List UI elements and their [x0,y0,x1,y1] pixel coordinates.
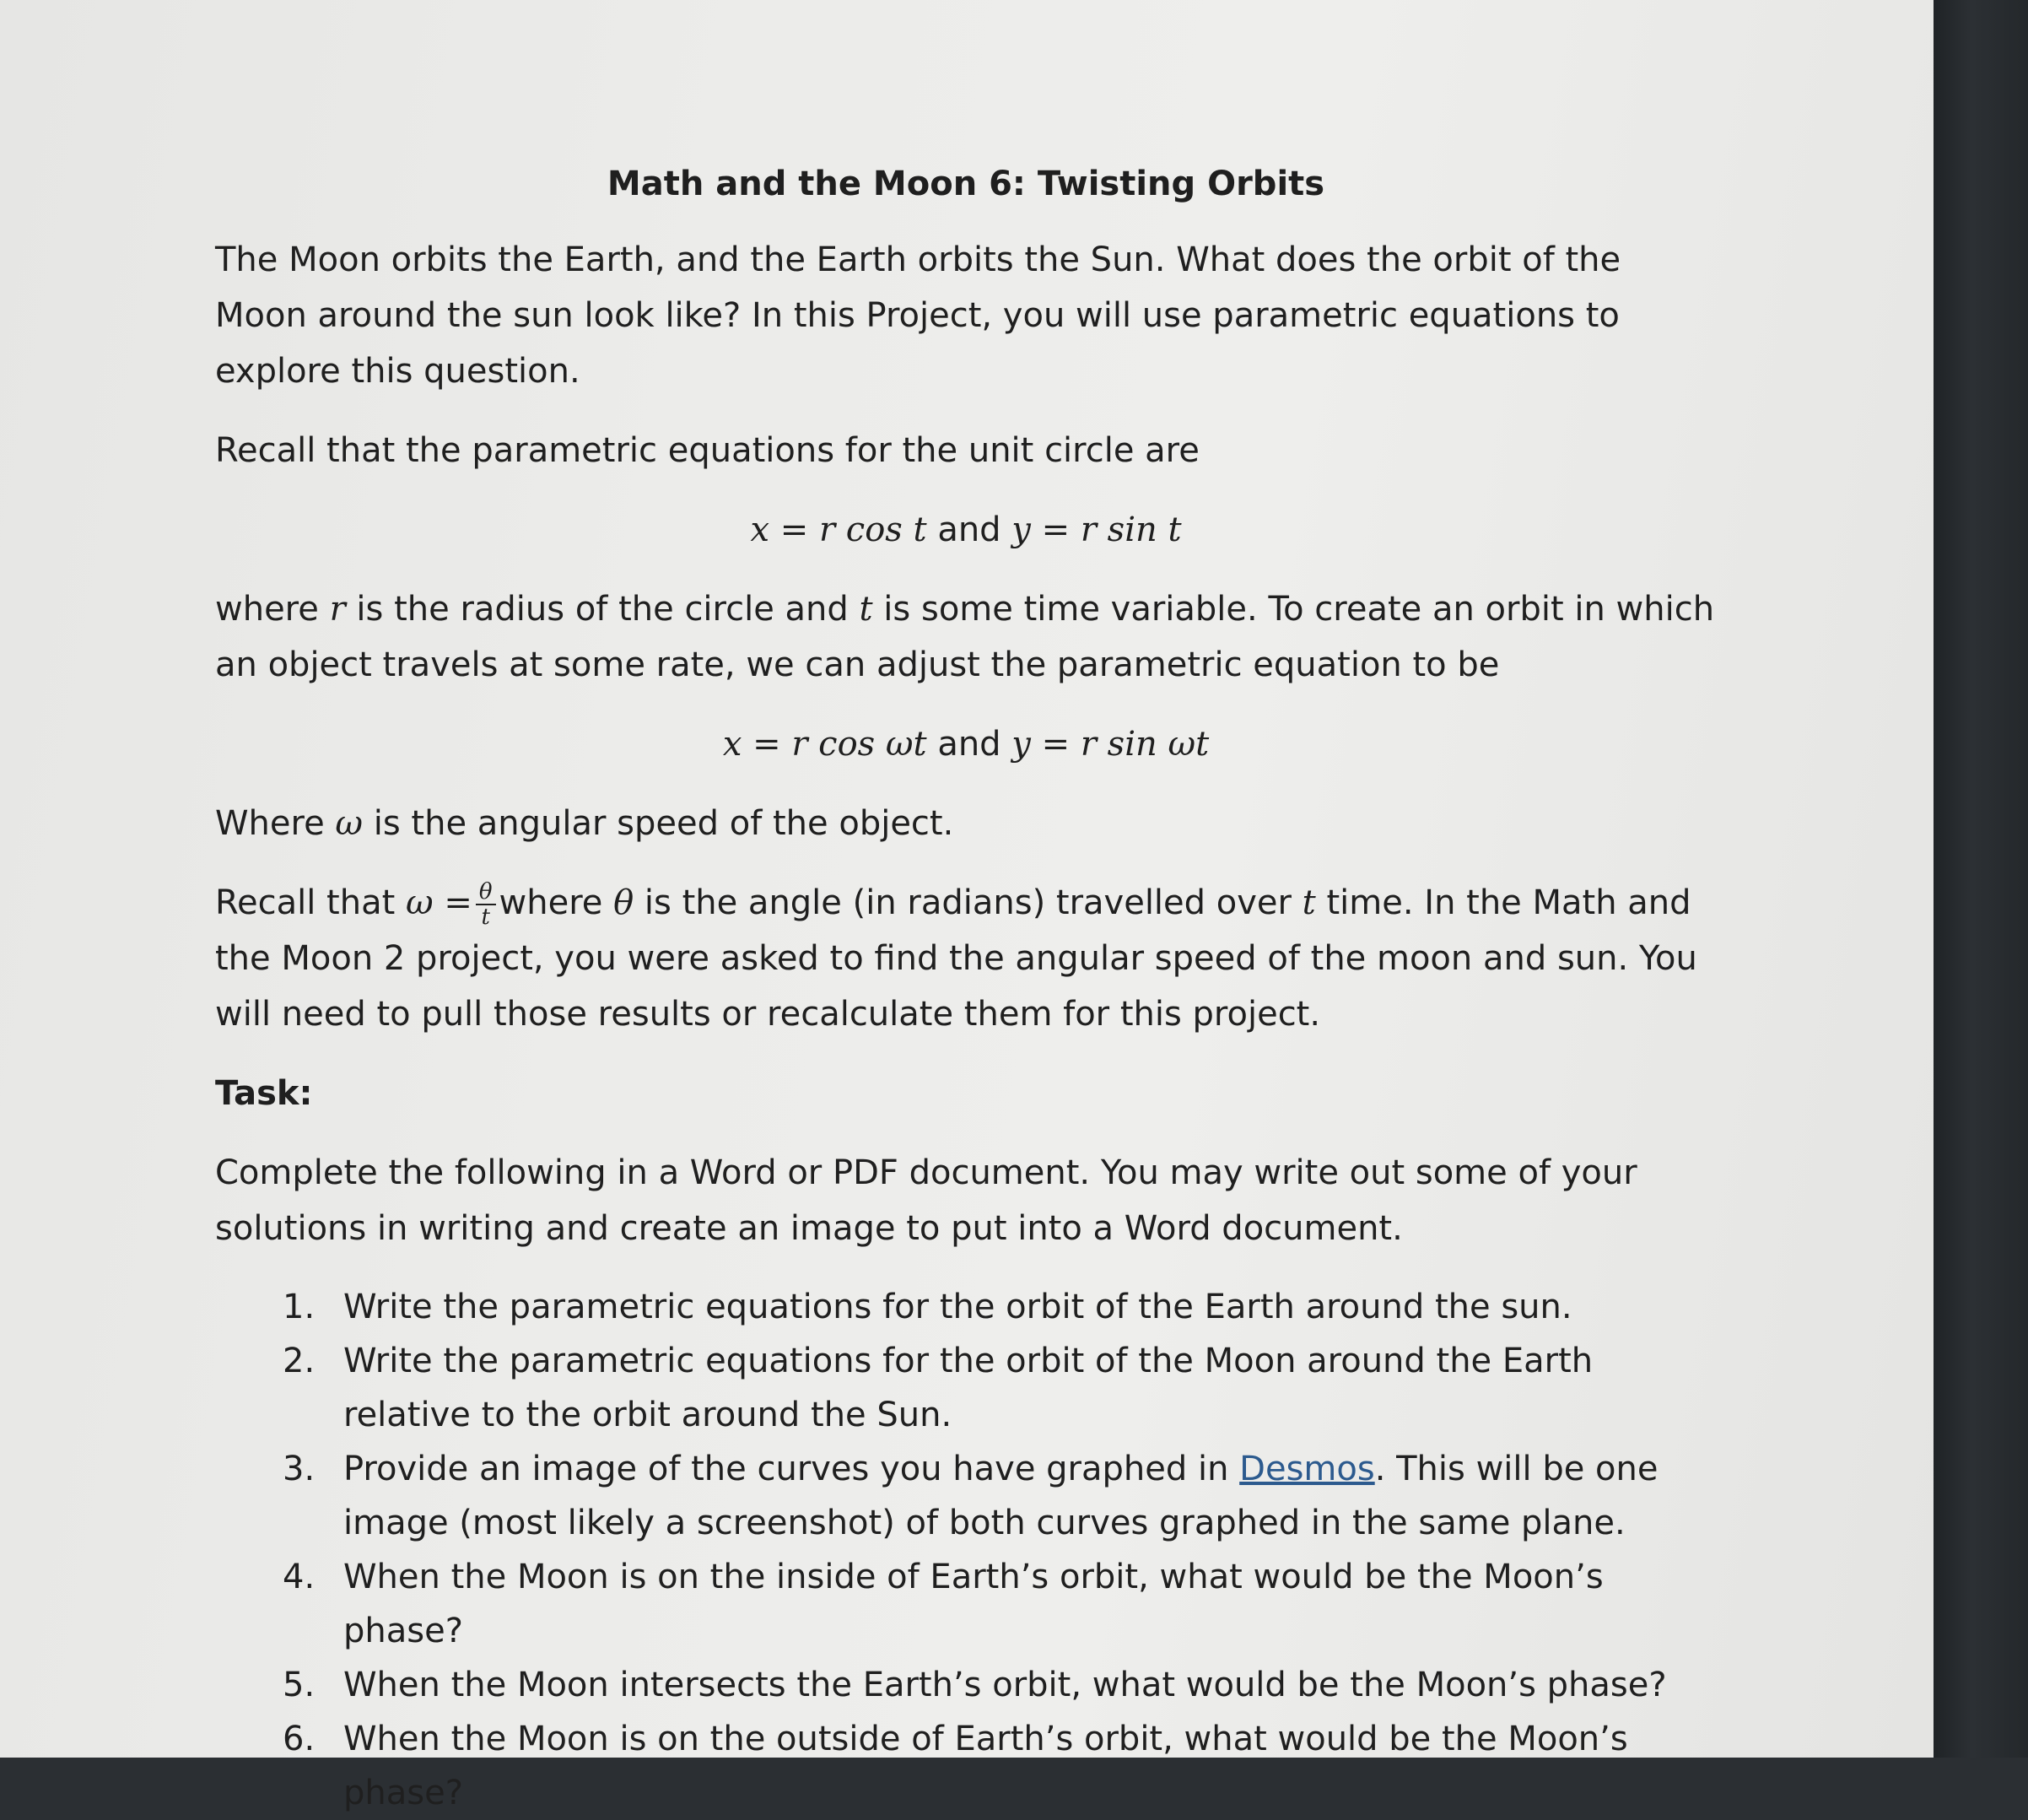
intro-paragraph: The Moon orbits the Earth, and the Earth orbits the Sun. What does the orbit of the Moon around the sun look like? In this Project, you will use parametric equations to explore this question. [215,240,1621,391]
task-text: Write the parametric equations for the orbit of the Moon around the Earth relative to the orbit around the Sun. [343,1342,1594,1434]
where-r-text-c: is some time variable. To create an orbit in which an object travels at some rate, we can adjust the parametric equation to be [215,590,1715,684]
recall-omega-text-b: where [499,883,614,922]
angular-orbit-equation [215,716,1717,772]
eq1-x: x = r cos t [750,510,927,549]
recall-omega-text-d: time. In the Math and the Moon 2 project, you were asked to find the angular speed of the moon and sun. You will need to pull those results or recalculate them for this project. [215,883,1697,1034]
task-list [215,1280,1717,1820]
task-number: 1. [283,1288,316,1326]
var-t: t [859,590,873,629]
eq1-y: y = r sin t [1011,510,1182,549]
task-item-4 [215,1550,1717,1658]
recall-omega-text-c: is the angle (in radians) travelled over [634,883,1303,922]
var-theta: θ [613,883,634,922]
task-number: 4. [283,1558,316,1596]
task-text: Provide an image of the curves you have graphed in [343,1450,1240,1488]
task-item-1 [215,1280,1717,1334]
task-number: 2. [283,1342,316,1380]
task-text: When the Moon is on the outside of Earth’s orbit, what would be the Moon’s phase? [343,1720,1628,1812]
task-text: Write the parametric equations for the orbit of the Earth around the sun. [343,1288,1572,1326]
task-item-5 [215,1658,1717,1712]
document-content [215,156,1717,1820]
task-text-after: . This will be one image (most likely a screenshot) of both curves graphed in the same plane. [343,1450,1659,1542]
task-item-3 [215,1442,1717,1550]
recall-omega-paragraph [215,875,1717,1042]
task-number: 5. [283,1666,316,1704]
unit-circle-equation [215,502,1717,558]
task-intro: Complete the following in a Word or PDF document. You may write out some of your solutions in writing and create an image to put into a Word document. [215,1153,1637,1248]
eq2-and: and [937,725,1001,764]
task-item-2 [215,1334,1717,1442]
task-heading: Task: [215,1074,313,1113]
eq1-and: and [937,510,1001,549]
var-omega: ω [335,804,364,843]
recall-unit-circle-text: Recall that the parametric equations for the unit circle are [215,431,1200,470]
page-title: Math and the Moon 6: Twisting Orbits [607,165,1325,203]
fraction-numerator: θ [476,880,496,905]
task-text: When the Moon intersects the Earth’s orbit, what would be the Moon’s phase? [343,1666,1667,1704]
where-r-paragraph [215,581,1717,693]
where-omega-paragraph [215,796,1717,851]
desmos-link[interactable]: Desmos [1239,1450,1375,1488]
monitor-bezel [1934,0,2028,1758]
where-omega-text-b: is the angular speed of the object. [363,804,954,843]
fraction-denominator: t [481,905,490,930]
omega-equals: ω = [406,883,472,922]
recall-omega-text-a: Recall that [215,883,406,922]
eq2-x: x = r cos ωt [722,725,927,764]
task-item-6 [215,1712,1717,1820]
where-omega-text-a: Where [215,804,336,843]
task-number: 6. [283,1720,316,1758]
theta-over-t-fraction [476,880,496,929]
eq2-y: y = r sin ωt [1011,725,1210,764]
var-r: r [329,590,346,629]
task-number: 3. [283,1450,316,1488]
where-r-text-a: where [215,590,330,629]
var-t-2: t [1302,883,1316,922]
where-r-text-b: is the radius of the circle and [345,590,860,629]
task-text: When the Moon is on the inside of Earth’s orbit, what would be the Moon’s phase? [343,1558,1604,1650]
